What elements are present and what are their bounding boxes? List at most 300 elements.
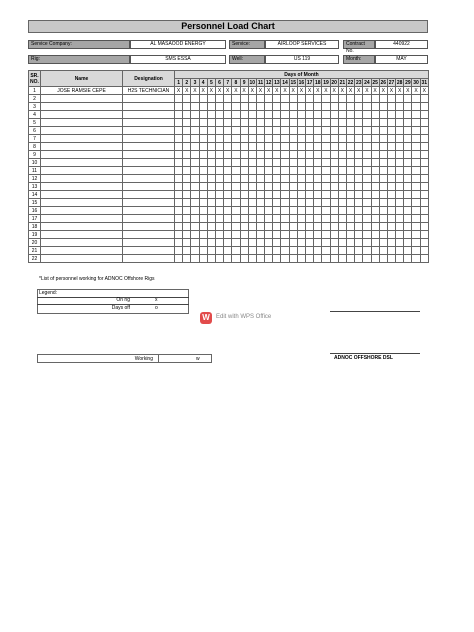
day-cell	[355, 183, 363, 191]
day-cell	[379, 143, 387, 151]
day-cell	[273, 167, 281, 175]
day-cell	[207, 215, 215, 223]
day-cell	[387, 135, 395, 143]
day-cell	[330, 135, 338, 143]
day-cell	[265, 143, 273, 151]
day-header: 1	[175, 79, 183, 87]
sr-cell: 16	[29, 207, 41, 215]
day-cell	[396, 127, 404, 135]
day-cell	[306, 159, 314, 167]
day-cell	[371, 151, 379, 159]
table-row	[29, 135, 429, 143]
day-cell	[224, 183, 232, 191]
day-cell	[371, 239, 379, 247]
day-cell	[248, 215, 256, 223]
day-cell	[330, 127, 338, 135]
day-cell	[215, 191, 223, 199]
day-header: 14	[282, 79, 288, 86]
day-cell	[265, 207, 273, 215]
day-cell	[232, 215, 240, 223]
day-cell	[232, 255, 240, 263]
day-cell	[396, 239, 404, 247]
day-cell	[396, 207, 404, 215]
day-cell	[363, 111, 371, 119]
day-cell	[379, 255, 387, 263]
table-row	[29, 111, 429, 119]
personnel-table	[28, 70, 429, 263]
designation-cell	[123, 135, 175, 143]
day-header: 8	[232, 79, 240, 87]
day-cell	[240, 215, 248, 223]
day-cell	[232, 151, 240, 159]
day-header: 6	[215, 79, 223, 87]
sr-cell: 4	[29, 111, 41, 119]
day-header: 26	[380, 79, 387, 86]
legend-on-value: x	[155, 297, 158, 303]
day-cell	[215, 231, 223, 239]
sr-cell: 1	[29, 87, 41, 95]
day-cell	[207, 111, 215, 119]
day-cell	[256, 215, 264, 223]
day-cell	[363, 151, 371, 159]
table-row	[29, 191, 429, 199]
day-cell	[412, 143, 420, 151]
day-cell	[338, 143, 346, 151]
day-cell	[322, 103, 330, 111]
day-header: 28	[396, 79, 403, 86]
day-cell	[281, 167, 289, 175]
table-row	[29, 127, 429, 135]
name-cell	[41, 191, 123, 199]
day-header: 17	[306, 79, 313, 86]
day-cell	[281, 231, 289, 239]
day-cell	[207, 183, 215, 191]
table-row	[29, 207, 429, 215]
sr-cell: 22	[29, 255, 41, 263]
day-cell	[183, 159, 191, 167]
day-cell	[330, 151, 338, 159]
day-cell	[314, 103, 322, 111]
day-cell: X	[183, 87, 191, 95]
day-cell	[363, 207, 371, 215]
day-cell	[322, 159, 330, 167]
day-cell	[265, 111, 273, 119]
day-cell	[346, 215, 354, 223]
designation-cell	[123, 183, 175, 191]
day-cell	[420, 247, 428, 255]
day-cell	[191, 183, 199, 191]
day-cell	[224, 191, 232, 199]
day-cell	[224, 207, 232, 215]
day-cell	[346, 247, 354, 255]
day-cell	[314, 223, 322, 231]
name-cell	[41, 231, 123, 239]
name-cell	[41, 135, 123, 143]
day-cell	[346, 159, 354, 167]
day-cell	[248, 175, 256, 183]
day-cell	[183, 103, 191, 111]
sr-cell: 18	[29, 223, 41, 231]
day-cell	[346, 175, 354, 183]
day-cell	[371, 247, 379, 255]
day-header: 30	[413, 79, 419, 86]
day-cell	[379, 175, 387, 183]
day-cell	[412, 159, 420, 167]
designation-cell	[123, 247, 175, 255]
day-cell	[297, 255, 305, 263]
day-cell	[363, 175, 371, 183]
day-cell	[306, 135, 314, 143]
day-cell	[183, 247, 191, 255]
day-cell	[306, 103, 314, 111]
day-cell	[289, 255, 297, 263]
day-cell	[191, 143, 199, 151]
sr-cell: 8	[29, 143, 41, 151]
day-cell	[396, 175, 404, 183]
day-cell: X	[224, 87, 232, 95]
day-header: 31	[421, 79, 428, 86]
day-cell	[248, 103, 256, 111]
day-cell	[322, 127, 330, 135]
day-cell	[215, 103, 223, 111]
designation-cell	[123, 143, 175, 151]
day-cell	[215, 199, 223, 207]
day-cell	[330, 95, 338, 103]
day-cell	[191, 135, 199, 143]
day-cell	[322, 247, 330, 255]
day-cell	[191, 207, 199, 215]
day-cell	[420, 167, 428, 175]
day-cell	[281, 111, 289, 119]
day-cell	[297, 215, 305, 223]
day-cell	[256, 239, 264, 247]
day-cell	[248, 247, 256, 255]
day-cell	[379, 111, 387, 119]
day-cell	[363, 127, 371, 135]
day-cell	[297, 119, 305, 127]
day-cell	[371, 231, 379, 239]
day-cell	[248, 255, 256, 263]
day-header: 22	[347, 79, 354, 86]
day-cell: X	[232, 87, 240, 95]
day-cell	[256, 231, 264, 239]
day-cell	[224, 175, 232, 183]
day-cell	[240, 183, 248, 191]
day-cell	[175, 239, 183, 247]
day-cell	[387, 119, 395, 127]
day-cell	[420, 199, 428, 207]
day-cell	[224, 247, 232, 255]
day-cell	[322, 151, 330, 159]
day-cell	[175, 119, 183, 127]
day-cell	[273, 103, 281, 111]
day-cell	[346, 199, 354, 207]
day-header: 10	[249, 79, 256, 86]
day-cell	[379, 119, 387, 127]
day-cell	[215, 119, 223, 127]
day-cell	[183, 111, 191, 119]
table-row	[29, 255, 429, 263]
day-cell	[265, 151, 273, 159]
day-cell	[248, 191, 256, 199]
table-row	[29, 151, 429, 159]
day-cell	[379, 231, 387, 239]
day-cell	[224, 255, 232, 263]
day-cell	[420, 159, 428, 167]
day-cell	[387, 191, 395, 199]
day-cell	[207, 207, 215, 215]
day-cell	[256, 103, 264, 111]
month-label: Month:	[343, 55, 375, 64]
day-cell: X	[363, 87, 371, 95]
day-cell	[183, 175, 191, 183]
day-cell	[330, 159, 338, 167]
day-cell	[396, 167, 404, 175]
day-cell	[404, 159, 412, 167]
day-cell	[191, 247, 199, 255]
day-cell	[207, 103, 215, 111]
day-cell	[183, 119, 191, 127]
day-cell	[256, 191, 264, 199]
day-cell	[363, 119, 371, 127]
day-cell	[314, 143, 322, 151]
day-cell	[355, 215, 363, 223]
working-value: w	[196, 356, 200, 362]
day-cell	[379, 103, 387, 111]
day-cell	[297, 143, 305, 151]
day-cell	[306, 183, 314, 191]
designation-cell	[123, 111, 175, 119]
day-cell	[265, 215, 273, 223]
day-cell	[215, 175, 223, 183]
day-cell	[306, 175, 314, 183]
day-header: 11	[257, 79, 264, 86]
table-row	[29, 239, 429, 247]
day-cell	[265, 231, 273, 239]
day-cell	[265, 95, 273, 103]
day-cell	[256, 151, 264, 159]
day-cell	[248, 159, 256, 167]
wps-logo-icon: W	[200, 312, 212, 324]
day-cell	[322, 223, 330, 231]
name-cell	[41, 111, 123, 119]
day-cell	[306, 223, 314, 231]
day-cell	[314, 135, 322, 143]
day-cell	[379, 159, 387, 167]
day-cell: X	[379, 87, 387, 95]
day-cell	[396, 231, 404, 239]
day-cell: X	[338, 87, 346, 95]
day-cell	[207, 231, 215, 239]
day-cell	[330, 175, 338, 183]
day-cell	[232, 119, 240, 127]
day-cell	[191, 111, 199, 119]
day-cell	[191, 191, 199, 199]
day-cell	[404, 231, 412, 239]
day-cell	[265, 191, 273, 199]
day-cell	[240, 127, 248, 135]
day-header: 19	[323, 79, 329, 86]
day-cell: X	[273, 87, 281, 95]
name-cell	[41, 239, 123, 247]
day-cell: X	[289, 87, 297, 95]
day-cell	[338, 127, 346, 135]
day-cell	[412, 255, 420, 263]
day-cell	[199, 143, 207, 151]
day-cell	[412, 135, 420, 143]
day-cell: X	[207, 87, 215, 95]
day-cell	[355, 223, 363, 231]
day-header: 13	[274, 79, 280, 86]
designation-cell	[123, 103, 175, 111]
day-cell	[387, 103, 395, 111]
day-cell	[330, 191, 338, 199]
day-cell: X	[191, 87, 199, 95]
day-cell	[207, 167, 215, 175]
day-cell	[175, 207, 183, 215]
day-cell	[314, 255, 322, 263]
day-cell	[240, 159, 248, 167]
day-cell	[191, 215, 199, 223]
designation-cell	[123, 255, 175, 263]
day-cell	[387, 151, 395, 159]
day-cell	[330, 103, 338, 111]
service-company-value: AL MASAOOD ENERGY	[130, 40, 226, 49]
day-cell	[387, 175, 395, 183]
day-cell	[273, 119, 281, 127]
designation-cell	[123, 207, 175, 215]
day-cell	[338, 111, 346, 119]
day-cell	[191, 151, 199, 159]
day-cell	[191, 199, 199, 207]
day-cell	[330, 119, 338, 127]
name-cell	[41, 247, 123, 255]
day-header: 18	[315, 79, 321, 86]
day-cell	[346, 231, 354, 239]
day-cell	[240, 103, 248, 111]
day-cell	[420, 239, 428, 247]
day-cell: X	[215, 87, 223, 95]
day-header: 9	[240, 79, 248, 87]
day-cell	[396, 215, 404, 223]
day-cell	[412, 199, 420, 207]
day-cell	[281, 175, 289, 183]
day-cell	[346, 127, 354, 135]
day-cell	[224, 199, 232, 207]
day-cell	[412, 239, 420, 247]
day-cell	[371, 199, 379, 207]
sr-cell: 13	[29, 183, 41, 191]
day-cell	[273, 247, 281, 255]
day-cell	[199, 103, 207, 111]
day-header: 25	[372, 79, 378, 86]
designation-cell	[123, 215, 175, 223]
day-cell	[338, 255, 346, 263]
day-header: 29	[405, 79, 411, 86]
day-cell	[273, 239, 281, 247]
day-cell	[412, 151, 420, 159]
day-cell	[175, 143, 183, 151]
day-cell	[338, 119, 346, 127]
day-cell	[273, 151, 281, 159]
day-cell	[396, 199, 404, 207]
day-cell	[232, 127, 240, 135]
day-cell	[191, 239, 199, 247]
day-cell	[240, 167, 248, 175]
page-title: Personnel Load Chart	[28, 20, 428, 33]
day-cell	[412, 207, 420, 215]
designation-cell	[123, 159, 175, 167]
day-cell	[412, 183, 420, 191]
day-cell	[273, 95, 281, 103]
name-cell	[41, 167, 123, 175]
sr-cell: 19	[29, 231, 41, 239]
day-cell: X	[371, 87, 379, 95]
day-cell	[396, 95, 404, 103]
day-cell	[379, 183, 387, 191]
day-cell	[199, 207, 207, 215]
day-cell	[355, 239, 363, 247]
day-cell	[256, 167, 264, 175]
day-cell	[306, 191, 314, 199]
day-cell	[412, 127, 420, 135]
day-cell	[371, 175, 379, 183]
service-label: Service:	[229, 40, 265, 49]
day-cell	[314, 167, 322, 175]
day-cell	[396, 191, 404, 199]
day-cell	[232, 135, 240, 143]
day-cell	[314, 119, 322, 127]
day-cell: X	[199, 87, 207, 95]
name-cell	[41, 255, 123, 263]
day-cell	[322, 119, 330, 127]
day-cell	[355, 231, 363, 239]
name-cell: JOSE RAMSIE CEPE	[41, 87, 123, 95]
day-cell	[207, 119, 215, 127]
day-cell	[265, 167, 273, 175]
well-value: US 119	[265, 55, 339, 64]
day-cell	[240, 119, 248, 127]
day-cell	[322, 95, 330, 103]
day-cell	[183, 223, 191, 231]
table-row	[29, 103, 429, 111]
day-cell	[256, 207, 264, 215]
day-cell	[330, 255, 338, 263]
day-cell	[420, 231, 428, 239]
signature-line	[330, 353, 420, 354]
day-cell	[297, 111, 305, 119]
day-cell	[314, 199, 322, 207]
day-cell	[240, 199, 248, 207]
legend-off-label: Days off	[111, 305, 130, 311]
day-cell	[322, 199, 330, 207]
day-cell	[412, 223, 420, 231]
day-cell	[273, 207, 281, 215]
day-cell	[371, 215, 379, 223]
day-cell	[297, 183, 305, 191]
day-cell	[256, 199, 264, 207]
day-cell	[387, 167, 395, 175]
signature-line	[330, 311, 420, 312]
day-cell	[224, 239, 232, 247]
day-cell	[420, 255, 428, 263]
day-header: 21	[339, 79, 346, 86]
wps-watermark[interactable]	[200, 312, 280, 326]
day-cell	[355, 191, 363, 199]
sr-cell: 14	[29, 191, 41, 199]
day-cell	[379, 95, 387, 103]
day-cell	[379, 167, 387, 175]
